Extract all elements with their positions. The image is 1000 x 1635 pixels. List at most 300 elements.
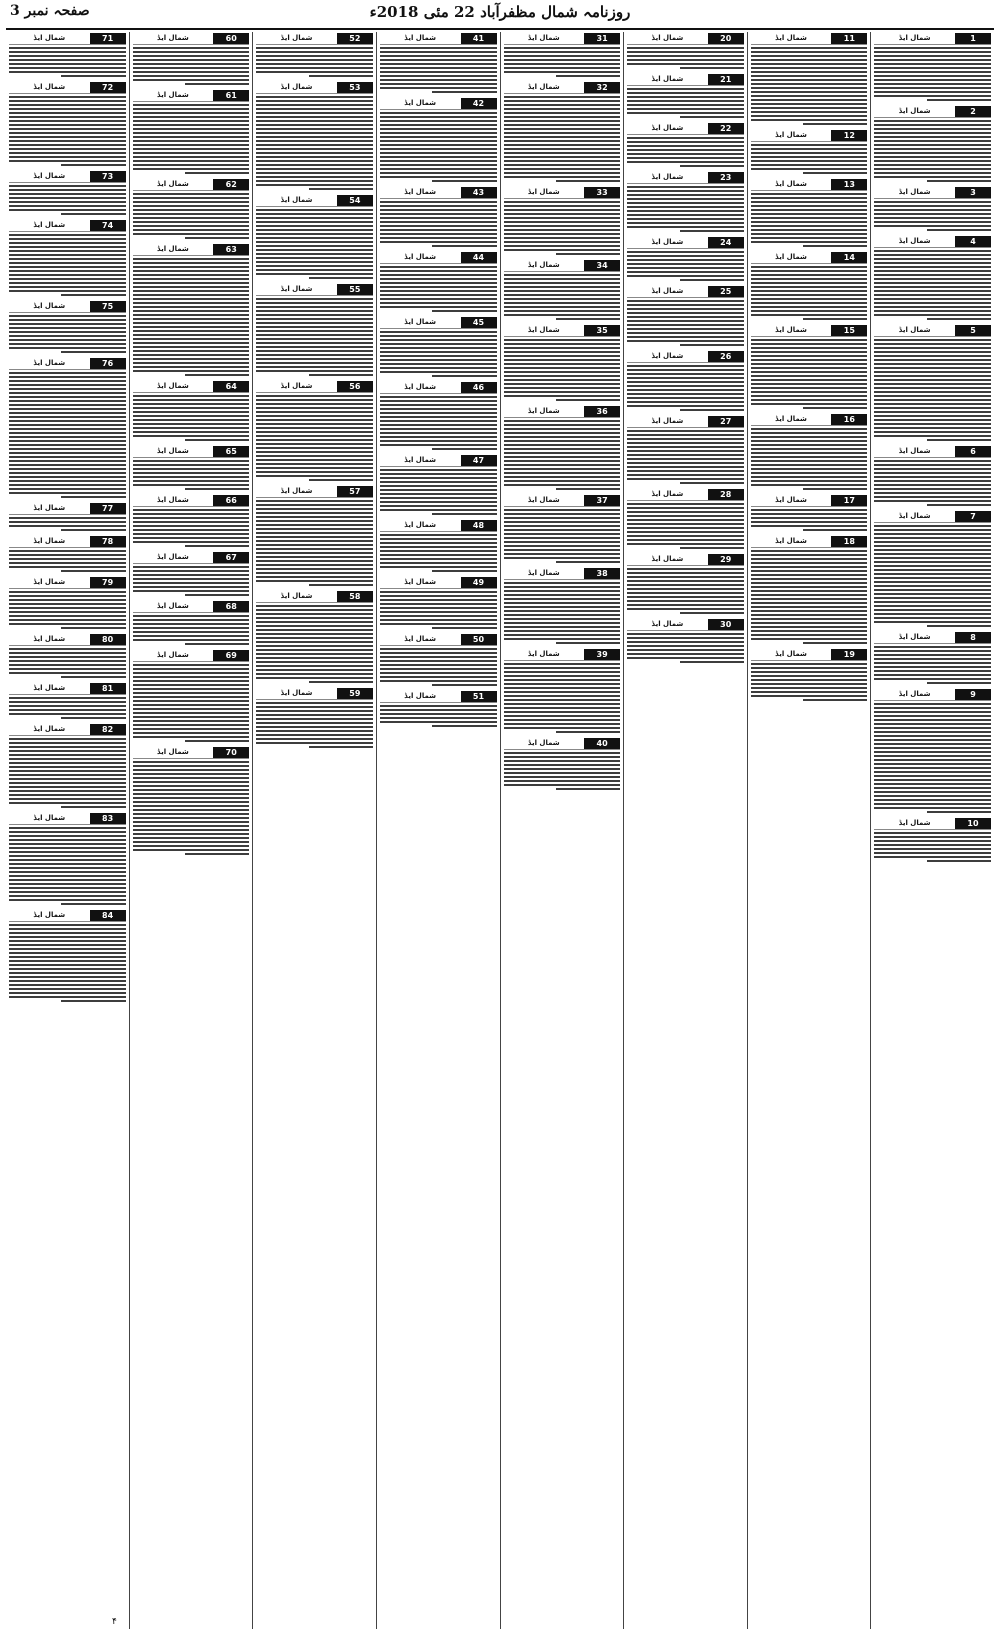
notice-label: شمال ایڈ: [33, 503, 66, 512]
notice-body-text: [751, 550, 868, 646]
notice-label: شمال ایڈ: [898, 236, 931, 245]
notice-number-badge: 72: [90, 82, 126, 93]
notice-number-badge: 45: [461, 317, 497, 328]
column-1: [870, 32, 994, 1629]
notice-label: شمال ایڈ: [775, 325, 807, 334]
notice-heading: [256, 194, 373, 207]
notice-label: شمال ایڈ: [33, 813, 66, 822]
footer-mark: ۴: [112, 1617, 117, 1627]
notice-number-badge: 14: [831, 252, 867, 263]
classified-notice: [380, 97, 497, 184]
classified-notice: [256, 380, 373, 483]
notice-body-text: [133, 761, 250, 857]
notice-label: شمال ایڈ: [775, 495, 807, 504]
classified-notice: [133, 494, 250, 549]
notice-label: شمال ایڈ: [651, 619, 684, 628]
classified-notice: [9, 682, 126, 721]
notice-heading: [133, 600, 250, 613]
notice-number-badge: 53: [337, 82, 373, 93]
notice-heading: [380, 576, 497, 589]
notice-number-badge: 3: [955, 187, 991, 198]
notice-heading: [874, 32, 991, 45]
classified-notice: [874, 105, 991, 184]
notice-number-badge: 12: [831, 130, 867, 141]
notice-heading: [133, 746, 250, 759]
notice-label: شمال ایڈ: [33, 301, 66, 310]
notice-heading: [504, 259, 621, 272]
notice-body-text: [380, 648, 497, 688]
notice-body-text: [627, 430, 744, 486]
classified-notice: [133, 649, 250, 744]
notice-number-badge: 67: [213, 552, 249, 563]
notice-heading: [9, 633, 126, 646]
classified-notice: [874, 817, 991, 864]
notice-heading: [751, 494, 868, 507]
notice-body-text: [751, 193, 868, 249]
classified-notice: [627, 618, 744, 665]
classified-notice: [256, 590, 373, 685]
notice-heading: [256, 380, 373, 393]
classified-notice: [627, 171, 744, 234]
classified-notice: [751, 251, 868, 322]
notice-heading: [874, 186, 991, 199]
notice-heading: [256, 81, 373, 94]
classified-notice: [133, 380, 250, 443]
notice-heading: [874, 631, 991, 644]
notice-body-text: [504, 96, 621, 184]
notice-body-text: [380, 331, 497, 379]
notice-number-badge: 18: [831, 536, 867, 547]
notice-label: شمال ایڈ: [33, 724, 66, 733]
notice-body-text: [9, 697, 126, 721]
notice-heading: [9, 170, 126, 183]
notice-label: شمال ایڈ: [404, 634, 437, 643]
notice-heading: [133, 243, 250, 256]
classified-notice: [380, 251, 497, 314]
notice-heading: [256, 590, 373, 603]
classified-notice: [380, 454, 497, 517]
notice-heading: [874, 510, 991, 523]
notice-heading: [380, 454, 497, 467]
notice-heading: [751, 648, 868, 661]
notice-body-text: [751, 428, 868, 492]
notice-body-text: [256, 702, 373, 750]
notice-label: شمال ایڈ: [33, 171, 66, 180]
notice-label: شمال ایڈ: [157, 747, 189, 756]
notice-label: شمال ایڈ: [157, 244, 189, 253]
notice-body-text: [627, 300, 744, 348]
notice-body-text: [874, 703, 991, 815]
notice-label: شمال ایڈ: [775, 33, 807, 42]
notice-label: شمال ایڈ: [898, 818, 931, 827]
notice-heading: [504, 324, 621, 337]
notice-heading: [627, 285, 744, 298]
notice-heading: [627, 171, 744, 184]
notice-number-badge: 22: [708, 123, 744, 134]
notice-body-text: [9, 372, 126, 500]
notice-label: شمال ایڈ: [898, 446, 931, 455]
classified-notice: [9, 576, 126, 631]
notice-body-text: [874, 832, 991, 864]
notice-heading: [133, 178, 250, 191]
notice-label: شمال ایڈ: [33, 220, 66, 229]
notice-heading: [9, 81, 126, 94]
notice-number-badge: 30: [708, 619, 744, 630]
classified-notice: [133, 445, 250, 492]
notice-number-badge: 49: [461, 577, 497, 588]
notice-number-badge: 77: [90, 503, 126, 514]
notice-number-badge: 61: [213, 90, 249, 101]
notice-number-badge: 2: [955, 106, 991, 117]
classified-notice: [256, 32, 373, 79]
notice-number-badge: 43: [461, 187, 497, 198]
notice-body-text: [256, 47, 373, 79]
notice-label: شمال ایڈ: [775, 649, 807, 658]
notice-heading: [133, 551, 250, 564]
notice-label: شمال ایڈ: [898, 511, 931, 520]
notice-body-text: [504, 339, 621, 403]
notice-body-text: [133, 664, 250, 744]
classified-notice: [627, 236, 744, 283]
notice-label: شمال ایڈ: [404, 252, 437, 261]
notice-label: شمال ایڈ: [280, 381, 313, 390]
classified-notice: [504, 567, 621, 646]
notice-number-badge: 73: [90, 171, 126, 182]
notice-number-badge: 69: [213, 650, 249, 661]
notice-number-badge: 20: [708, 33, 744, 44]
notice-number-badge: 34: [584, 260, 620, 271]
notice-label: شمال ایڈ: [33, 358, 66, 367]
notice-heading: [133, 494, 250, 507]
notice-number-badge: 4: [955, 236, 991, 247]
notice-body-text: [627, 47, 744, 71]
notice-label: شمال ایڈ: [33, 683, 66, 692]
notice-heading: [380, 186, 497, 199]
notice-label: شمال ایڈ: [280, 82, 313, 91]
classified-notice: [874, 631, 991, 686]
classified-notice: [256, 283, 373, 378]
notice-heading: [9, 502, 126, 515]
notice-number-badge: 35: [584, 325, 620, 336]
notice-heading: [504, 81, 621, 94]
notice-label: شمال ایڈ: [775, 536, 807, 545]
notice-body-text: [9, 517, 126, 533]
notice-heading: [751, 178, 868, 191]
notice-label: شمال ایڈ: [651, 416, 684, 425]
notice-heading: [380, 97, 497, 110]
notice-heading: [9, 535, 126, 548]
notice-body-text: [380, 47, 497, 95]
classified-notice: [380, 381, 497, 452]
notice-number-badge: 13: [831, 179, 867, 190]
notice-heading: [133, 649, 250, 662]
notice-number-badge: 60: [213, 33, 249, 44]
notice-label: شمال ایڈ: [33, 910, 66, 919]
notice-number-badge: 54: [337, 195, 373, 206]
notice-label: شمال ایڈ: [280, 486, 313, 495]
notice-body-text: [133, 258, 250, 378]
notice-number-badge: 1: [955, 33, 991, 44]
notice-body-text: [874, 250, 991, 322]
notice-number-badge: 28: [708, 489, 744, 500]
notice-body-text: [133, 460, 250, 492]
notice-number-badge: 29: [708, 554, 744, 565]
notice-body-text: [133, 104, 250, 176]
notice-label: شمال ایڈ: [651, 489, 684, 498]
notice-heading: [504, 494, 621, 507]
notice-number-badge: 32: [584, 82, 620, 93]
classified-notice: [9, 300, 126, 355]
notice-label: شمال ایڈ: [404, 455, 437, 464]
notice-body-text: [874, 525, 991, 629]
notice-number-badge: 82: [90, 724, 126, 735]
notice-label: شمال ایڈ: [527, 406, 560, 415]
classified-notice: [133, 746, 250, 857]
notice-label: شمال ایڈ: [527, 325, 560, 334]
notice-label: شمال ایڈ: [527, 82, 560, 91]
classified-notice: [256, 687, 373, 750]
notice-number-badge: 38: [584, 568, 620, 579]
notice-number-badge: 9: [955, 689, 991, 700]
notice-label: شمال ایڈ: [157, 601, 189, 610]
classified-notice: [256, 194, 373, 281]
notice-body-text: [627, 365, 744, 413]
notice-heading: [380, 690, 497, 703]
notice-label: شمال ایڈ: [157, 381, 189, 390]
classified-notice: [133, 243, 250, 378]
column-3: [623, 32, 747, 1629]
classified-notice: [874, 186, 991, 233]
notice-label: شمال ایڈ: [898, 187, 931, 196]
notice-label: شمال ایڈ: [651, 74, 684, 83]
notice-heading: [751, 324, 868, 337]
notice-heading: [9, 682, 126, 695]
notice-number-badge: 46: [461, 382, 497, 393]
notice-body-text: [874, 339, 991, 443]
notice-body-text: [504, 420, 621, 492]
classified-notice: [874, 235, 991, 322]
notice-label: شمال ایڈ: [527, 738, 560, 747]
notice-body-text: [133, 509, 250, 549]
notice-label: شمال ایڈ: [157, 90, 189, 99]
notice-number-badge: 7: [955, 511, 991, 522]
classified-notice: [380, 576, 497, 631]
notice-number-badge: 80: [90, 634, 126, 645]
notice-heading: [504, 737, 621, 750]
classified-notice: [751, 494, 868, 533]
notice-heading: [874, 235, 991, 248]
notice-heading: [504, 186, 621, 199]
notice-number-badge: 24: [708, 237, 744, 248]
column-8: [6, 32, 129, 1629]
notice-heading: [751, 413, 868, 426]
notice-heading: [627, 350, 744, 363]
classified-notice: [380, 519, 497, 574]
classified-notice: [751, 32, 868, 127]
notice-number-badge: 84: [90, 910, 126, 921]
notice-body-text: [133, 193, 250, 241]
notice-label: شمال ایڈ: [404, 382, 437, 391]
notice-body-text: [380, 201, 497, 249]
notice-number-badge: 48: [461, 520, 497, 531]
classified-notice: [504, 81, 621, 184]
notice-label: شمال ایڈ: [775, 130, 807, 139]
classified-notice: [133, 600, 250, 647]
notice-body-text: [9, 47, 126, 79]
classified-notice: [9, 535, 126, 574]
notice-body-text: [9, 591, 126, 631]
classified-notice: [133, 89, 250, 176]
masthead: [6, 0, 994, 30]
notice-body-text: [256, 605, 373, 685]
notice-body-text: [256, 298, 373, 378]
notice-number-badge: 58: [337, 591, 373, 602]
notice-body-text: [504, 201, 621, 257]
notice-body-text: [627, 137, 744, 169]
notice-number-badge: 74: [90, 220, 126, 231]
notice-body-text: [9, 315, 126, 355]
notice-heading: [627, 618, 744, 631]
notice-heading: [627, 488, 744, 501]
notice-body-text: [380, 705, 497, 729]
notice-label: شمال ایڈ: [157, 179, 189, 188]
notice-heading: [627, 122, 744, 135]
notice-body-text: [627, 251, 744, 283]
classified-notice: [627, 350, 744, 413]
classified-columns: [6, 32, 994, 1629]
notice-body-text: [380, 112, 497, 184]
notice-body-text: [751, 509, 868, 533]
notice-number-badge: 8: [955, 632, 991, 643]
classified-notice: [380, 633, 497, 688]
notice-label: شمال ایڈ: [898, 106, 931, 115]
notice-heading: [256, 687, 373, 700]
notice-number-badge: 71: [90, 33, 126, 44]
notice-label: شمال ایڈ: [280, 33, 313, 42]
notice-heading: [504, 405, 621, 418]
notice-label: شمال ایڈ: [280, 284, 313, 293]
notice-label: شمال ایڈ: [33, 577, 66, 586]
notice-heading: [874, 817, 991, 830]
classified-notice: [504, 737, 621, 792]
notice-heading: [751, 251, 868, 264]
notice-heading: [751, 32, 868, 45]
notice-label: شمال ایڈ: [527, 568, 560, 577]
notice-body-text: [380, 469, 497, 517]
notice-heading: [380, 251, 497, 264]
notice-label: شمال ایڈ: [33, 536, 66, 545]
notice-body-text: [504, 47, 621, 79]
notice-number-badge: 31: [584, 33, 620, 44]
notice-label: شمال ایڈ: [527, 495, 560, 504]
classified-notice: [751, 648, 868, 703]
notice-body-text: [380, 266, 497, 314]
notice-number-badge: 37: [584, 495, 620, 506]
notice-number-badge: 11: [831, 33, 867, 44]
notice-label: شمال ایڈ: [651, 351, 684, 360]
notice-number-badge: 33: [584, 187, 620, 198]
classified-notice: [751, 178, 868, 249]
notice-number-badge: 40: [584, 738, 620, 749]
notice-heading: [256, 283, 373, 296]
notice-label: شمال ایڈ: [527, 187, 560, 196]
notice-heading: [504, 32, 621, 45]
notice-number-badge: 25: [708, 286, 744, 297]
notice-number-badge: 52: [337, 33, 373, 44]
notice-body-text: [627, 186, 744, 234]
notice-label: شمال ایڈ: [775, 179, 807, 188]
notice-body-text: [380, 591, 497, 631]
notice-heading: [256, 485, 373, 498]
classified-notice: [751, 324, 868, 411]
classified-notice: [874, 510, 991, 629]
notice-body-text: [627, 503, 744, 551]
classified-notice: [9, 502, 126, 533]
notice-label: شمال ایڈ: [651, 172, 684, 181]
notice-body-text: [874, 201, 991, 233]
notice-body-text: [751, 144, 868, 176]
notice-heading: [874, 324, 991, 337]
notice-heading: [9, 909, 126, 922]
notice-body-text: [380, 534, 497, 574]
notice-body-text: [627, 88, 744, 120]
notice-number-badge: 6: [955, 446, 991, 457]
notice-body-text: [256, 96, 373, 192]
notice-number-badge: 63: [213, 244, 249, 255]
notice-heading: [380, 32, 497, 45]
notice-number-badge: 70: [213, 747, 249, 758]
notice-label: شمال ایڈ: [157, 446, 189, 455]
column-7: [129, 32, 253, 1629]
notice-number-badge: 15: [831, 325, 867, 336]
notice-number-badge: 79: [90, 577, 126, 588]
notice-number-badge: 36: [584, 406, 620, 417]
notice-number-badge: 62: [213, 179, 249, 190]
notice-number-badge: 10: [955, 818, 991, 829]
notice-heading: [133, 445, 250, 458]
notice-heading: [9, 32, 126, 45]
notice-heading: [627, 32, 744, 45]
classified-notice: [627, 122, 744, 169]
classified-notice: [874, 688, 991, 815]
notice-number-badge: 59: [337, 688, 373, 699]
notice-heading: [9, 357, 126, 370]
notice-number-badge: 21: [708, 74, 744, 85]
notice-body-text: [133, 395, 250, 443]
notice-heading: [751, 129, 868, 142]
notice-number-badge: 16: [831, 414, 867, 425]
notice-body-text: [9, 648, 126, 680]
notice-number-badge: 81: [90, 683, 126, 694]
notice-heading: [133, 380, 250, 393]
column-5: [376, 32, 500, 1629]
notice-number-badge: 65: [213, 446, 249, 457]
notice-number-badge: 19: [831, 649, 867, 660]
classified-notice: [133, 32, 250, 87]
classified-notice: [504, 32, 621, 79]
classified-notice: [874, 324, 991, 443]
notice-body-text: [504, 509, 621, 565]
notice-label: شمال ایڈ: [775, 252, 807, 261]
page-number: صفحہ نمبر 3: [10, 3, 90, 19]
notice-number-badge: 76: [90, 358, 126, 369]
notice-label: شمال ایڈ: [404, 691, 437, 700]
classified-notice: [380, 316, 497, 379]
notice-body-text: [874, 646, 991, 686]
notice-body-text: [504, 274, 621, 322]
classified-notice: [9, 81, 126, 168]
classified-notice: [627, 73, 744, 120]
